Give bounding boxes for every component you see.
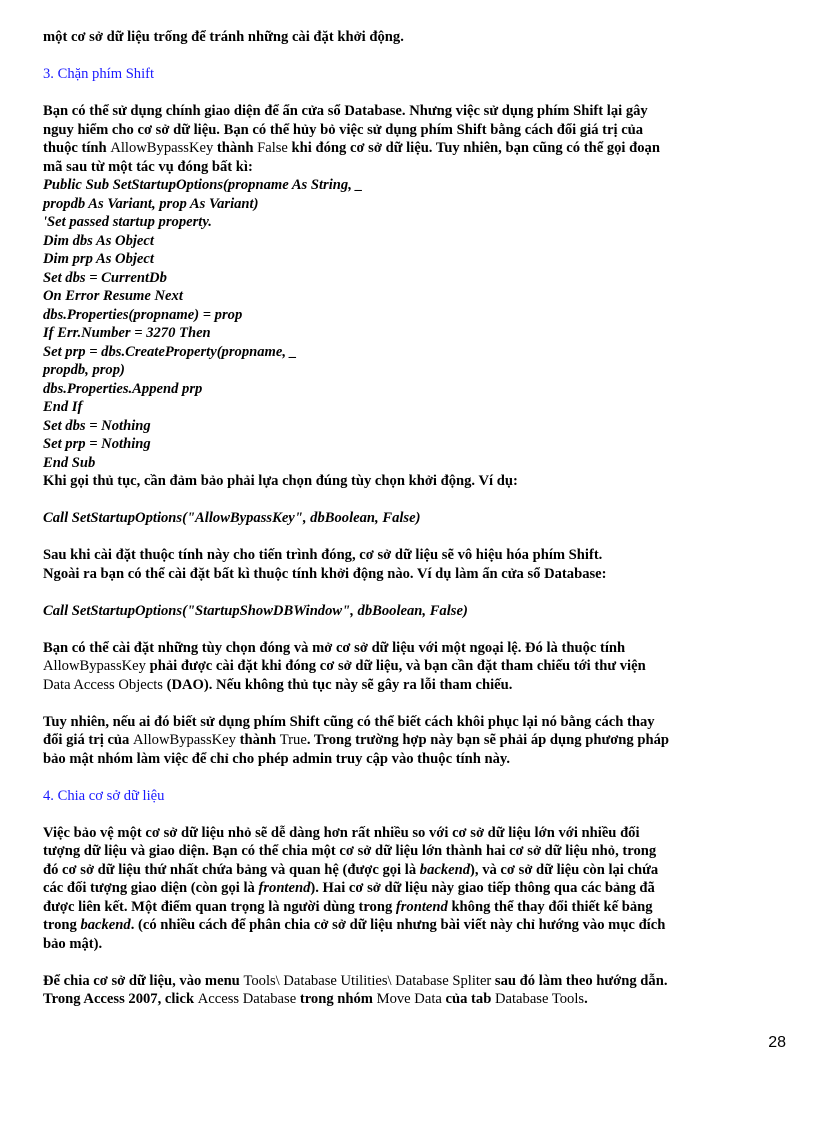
text-line: Data Access Objects (DAO). Nếu không thủ tục này sẽ gây ra lỗi tham chiếu. <box>43 676 513 693</box>
text-line: bảo mật). <box>43 935 103 952</box>
text-line: các đối tượng giao diện (còn gọi là frontend). Hai cơ sở dữ liệu này giao tiếp thông qua các bảng đã <box>43 880 655 896</box>
text-line: Tuy nhiên, nếu ai đó biết sử dụng phím Shift cũng có thể biết cách khôi phục lại nó bằng cách thay <box>43 713 655 730</box>
section-3-paragraph-1 <box>43 102 787 176</box>
text-line: đó cơ sở dữ liệu thứ nhất chứa bảng và quan hệ (được gọi là backend), và cơ sở dữ liệu còn lại chứa <box>43 861 659 878</box>
text-line: Sau khi cài đặt thuộc tính này cho tiến trình đóng, cơ sở dữ liệu sẽ vô hiệu hóa phím Shift. <box>43 547 603 563</box>
intro-line: một cơ sở dữ liệu trống để tránh những cài đặt khởi động. <box>43 29 404 45</box>
page-number: 28 <box>768 1034 786 1051</box>
code-line: End Sub <box>43 454 96 471</box>
menu-path: Tools\ Database Utilities\ Database Spliter <box>243 972 492 989</box>
section-3-paragraph-2 <box>43 546 787 583</box>
code-line: End If <box>43 399 83 415</box>
text-line: Bạn có thể sử dụng chính giao diện để ẩn cửa sổ Database. Nhưng việc sử dụng phím Shift lại gây <box>43 103 648 119</box>
text-line: trong backend. (có nhiều cách để phân chia cở sở dữ liệu nhưng bài viết này chỉ hướng vào mục đích <box>43 917 666 933</box>
text-line: được liên kết. Một điểm quan trọng là người dùng trong frontend không thể thay đổi thiết kế bảng <box>43 898 653 915</box>
section-3-heading: 3. Chặn phím Shift <box>43 66 155 82</box>
text-line: Để chia cơ sở dữ liệu, vào menu Tools\ Database Utilities\ Database Spliter sau đó làm theo hướng dẫn. <box>43 972 668 989</box>
code-line: Set dbs = CurrentDb <box>43 269 167 286</box>
section-4-paragraph-2 <box>43 972 787 1009</box>
library-name: Data Access Objects <box>43 676 163 693</box>
command-name: Access Database <box>197 991 297 1007</box>
text-line: AllowBypassKey phải được cài đặt khi đóng cơ sở dữ liệu, và bạn cần đặt tham chiếu tới thư viện <box>43 658 646 674</box>
term-frontend: frontend <box>395 898 448 915</box>
code-line: Dim prp As Object <box>43 251 154 267</box>
call-example-2: Call SetStartupOptions("StartupShowDBWindow", dbBoolean, False) <box>43 602 468 619</box>
section-3-paragraph-4 <box>43 713 787 769</box>
text-line: Ngoài ra bạn có thể cài đặt bất kì thuộc tính khởi động nào. Ví dụ làm ẩn cửa sổ Database: <box>43 565 607 582</box>
group-name: Move Data <box>376 991 442 1007</box>
text-line: Việc bảo vệ một cơ sở dữ liệu nhỏ sẽ dễ dàng hơn rất nhiều so với cơ sở dữ liệu lớn với nhiều đối <box>43 824 640 841</box>
text-line: tượng dữ liệu và giao diện. Bạn có thể chia một cơ sở dữ liệu lớn thành hai cơ sở dữ liệu nhỏ, trong <box>43 843 657 859</box>
text-line: thuộc tính AllowBypassKey thành False khi đóng cơ sở dữ liệu. Tuy nhiên, bạn cũng có thể gọi đoạn <box>43 140 660 156</box>
text-line: mã sau từ một tác vụ đóng bất kì: <box>43 158 253 175</box>
code-line: If Err.Number = 3270 Then <box>43 325 211 341</box>
code-line: propdb As Variant, prop As Variant) <box>43 195 259 212</box>
term-backend: backend <box>80 917 131 933</box>
call-example-1: Call SetStartupOptions("AllowBypassKey", dbBoolean, False) <box>43 510 421 526</box>
property-name: AllowBypassKey <box>110 140 214 156</box>
code-line: On Error Resume Next <box>43 288 183 304</box>
code-block <box>43 176 787 472</box>
code-line: dbs.Properties(propname) = prop <box>43 306 243 323</box>
code-line: propdb, prop) <box>43 362 125 378</box>
code-line: Set prp = Nothing <box>43 436 151 452</box>
tab-name: Database Tools <box>494 991 585 1007</box>
text-line: đổi giá trị của AllowBypassKey thành True. Trong trường hợp này bạn sẽ phải áp dụng phương pháp <box>43 732 669 748</box>
code-line: Set dbs = Nothing <box>43 417 151 434</box>
document-page <box>43 28 787 1009</box>
text-line: Bạn có thể cài đặt những tùy chọn đóng và mở cơ sở dữ liệu với một ngoại lệ. Đó là thuộc tính <box>43 639 626 656</box>
code-line: dbs.Properties.Append prp <box>43 380 203 397</box>
property-name: AllowBypassKey <box>43 658 146 674</box>
code-line: Dim dbs As Object <box>43 232 154 249</box>
term-backend: backend <box>419 861 471 878</box>
code-line: 'Set passed startup property. <box>43 214 212 230</box>
property-name: AllowBypassKey <box>133 732 236 748</box>
property-value: True <box>279 732 307 748</box>
code-line: Public Sub SetStartupOptions(propname As String, _ <box>43 177 363 193</box>
text-line: nguy hiểm cho cơ sở dữ liệu. Bạn có thể hủy bỏ việc sử dụng phím Shift bằng cách đổi giá trị của <box>43 121 644 138</box>
property-value: False <box>257 140 288 156</box>
section-4-heading: 4. Chia cơ sở dữ liệu <box>43 787 165 804</box>
call-intro: Khi gọi thủ tục, cần đảm bảo phải lựa chọn đúng tùy chọn khởi động. Ví dụ: <box>43 473 518 489</box>
section-4-paragraph-1 <box>43 824 787 954</box>
code-line: Set prp = dbs.CreateProperty(propname, _ <box>43 343 297 360</box>
text-line: Trong Access 2007, click Access Database trong nhóm Move Data của tab Database Tools. <box>43 991 588 1007</box>
text-line: bảo mật nhóm làm việc để chỉ cho phép admin truy cập vào thuộc tính này. <box>43 750 511 767</box>
section-3-paragraph-3 <box>43 639 787 695</box>
term-frontend: frontend <box>258 880 311 896</box>
